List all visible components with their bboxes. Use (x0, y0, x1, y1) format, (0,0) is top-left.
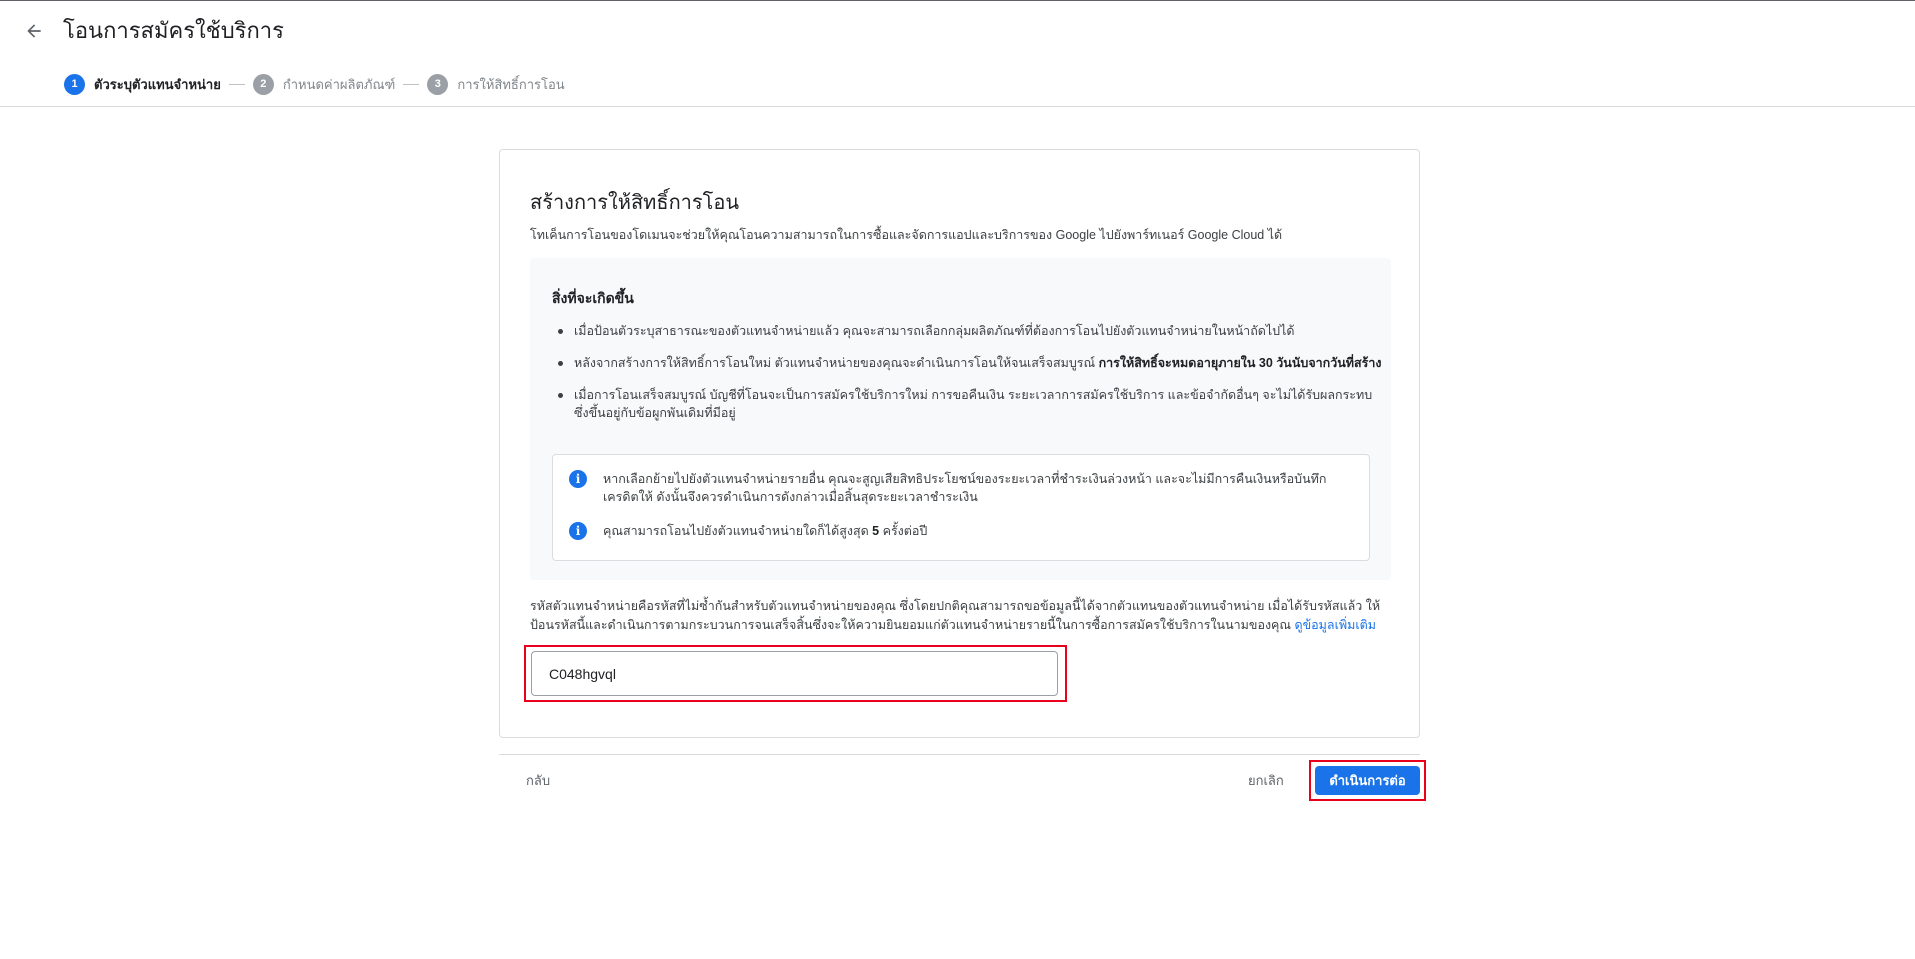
page-header (0, 0, 1915, 107)
what-happens-heading: สิ่งที่จะเกิดขึ้น (552, 290, 634, 306)
stepper (64, 73, 565, 95)
continue-highlight-box (1309, 760, 1426, 801)
input-highlight-box (524, 645, 1067, 702)
reseller-id-input[interactable] (531, 651, 1058, 696)
continue-button[interactable]: ดำเนินการต่อ (1315, 766, 1420, 795)
cancel-button[interactable]: ยกเลิก (1248, 773, 1284, 788)
back-button[interactable]: กลับ (526, 773, 551, 788)
list-item: เมื่อป้อนตัวระบุสาธารณะของตัวแทนจำหน่ายแล้ว คุณจะสามารถเลือกกลุ่มผลิตภัณฑ์ที่ต้องการโอนไปยังตัวแทนจำหน่ายในหน้าถัดไปได้ (552, 322, 1382, 340)
notice-text: หากเลือกย้ายไปยังตัวแทนจำหน่ายรายอื่น คุณจะสูญเสียสิทธิประโยชน์ของระยะเวลาที่ชำระเงินล่วงหน้า และจะไม่มีการคืนเงินหรือบันทึกเครดิตให้ ดังนั้นจึงควรดำเนินการดังกล่าวเมื่อสิ้นสุดระยะเวลาชำระเงิน (603, 472, 1327, 504)
step-reseller-id[interactable] (64, 74, 221, 95)
list-item: เมื่อการโอนเสร็จสมบูรณ์ บัญชีที่โอนจะเป็นการสมัครใช้บริการใหม่ การขอคืนเงิน ระยะเวลาการสมัครใช้บริการ และข้อจำกัดอื่นๆ จะไม่ได้รับผลกระทบซึ่งขึ้นอยู่กับข้อผูกพันเดิมที่มีอยู่ (552, 386, 1382, 422)
step-transfer-authorization[interactable] (427, 74, 564, 95)
arrow-left-icon (24, 21, 44, 41)
footer-divider (499, 754, 1420, 755)
step-label-configure-products: กำหนดค่าผลิตภัณฑ์ (282, 76, 396, 92)
notice-row-prepaid (569, 470, 1354, 506)
learn-more-link[interactable]: ดูข้อมูลเพิ่มเติม (1294, 618, 1376, 632)
notice-text: คุณสามารถโอนไปยังตัวแทนจำหน่ายใดก็ได้สูงสุด 5 ครั้งต่อปี (603, 524, 928, 538)
what-happens-box (530, 258, 1391, 580)
step-number-2: 2 (253, 74, 274, 95)
step-separator (229, 84, 245, 85)
step-label-reseller-id: ตัวระบุตัวแทนจำหน่าย (94, 76, 221, 92)
page-title: โอนการสมัครใช้บริการ (63, 18, 284, 43)
step-number-3: 3 (427, 74, 448, 95)
card-description: โทเค็นการโอนของโดเมนจะช่วยให้คุณโอนความสามารถในการซื้อและจัดการแอปและบริการของ Google ไปยังพาร์ทเนอร์ Google Cloud ได้ (530, 228, 1283, 242)
card-title: สร้างการให้สิทธิ์การโอน (530, 192, 740, 214)
step-separator (403, 84, 419, 85)
step-number-1: 1 (64, 74, 85, 95)
expiry-note: การให้สิทธิ์จะหมดอายุภายใน 30 วันนับจากวันที่สร้าง (1098, 356, 1382, 370)
transfer-card (499, 149, 1420, 738)
back-arrow-button[interactable] (18, 15, 50, 47)
info-icon: i (569, 522, 587, 540)
list-item: หลังจากสร้างการให้สิทธิ์การโอนใหม่ ตัวแทนจำหน่ายของคุณจะดำเนินการโอนให้จนเสร็จสมบูรณ์ การให้สิทธิ์จะหมดอายุภายใน 30 วันนับจากวันที่สร้าง (552, 354, 1382, 372)
step-configure-products[interactable] (253, 74, 396, 95)
info-icon: i (569, 470, 587, 488)
notice-panel (552, 454, 1370, 561)
notice-row-limit (569, 522, 1354, 540)
what-happens-list (552, 322, 1382, 436)
reseller-id-help: รหัสตัวแทนจำหน่ายคือรหัสที่ไม่ซ้ำกันสำหรับตัวแทนจำหน่ายของคุณ ซึ่งโดยปกติคุณสามารถขอข้อมูลนี้ได้จากตัวแทนของตัวแทนจำหน่าย เมื่อได้รับรหัสแล้ว ให้ป้อนรหัสนี้และดำเนินการตามกระบวนการจนเสร็จสิ้นซึ่งจะให้ความยินยอมแก่ตัวแทนจำหน่ายรายนี้ในการซื้อการสมัครใช้บริการในนามของคุณ ดูข้อมูลเพิ่มเติม (530, 599, 1381, 632)
step-label-transfer-authorization: การให้สิทธิ์การโอน (457, 76, 565, 92)
